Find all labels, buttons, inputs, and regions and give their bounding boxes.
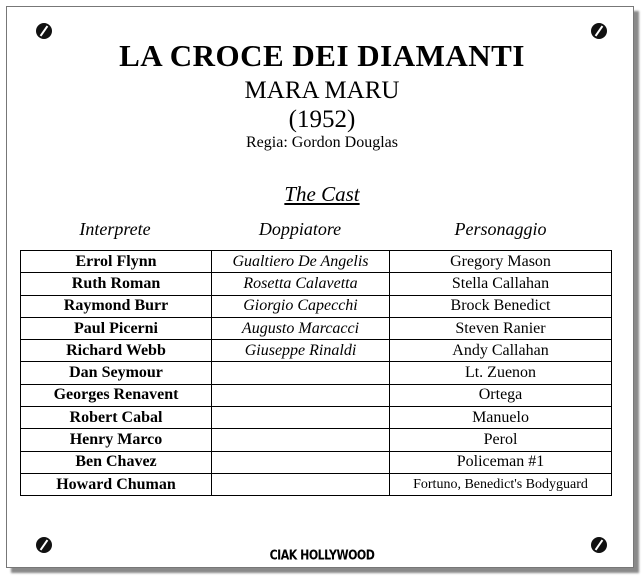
character-cell: Steven Ranier [390, 317, 612, 339]
table-row [21, 340, 612, 362]
dubber-cell: Rosetta Calavetta [212, 273, 390, 295]
actor-cell: Dan Seymour [21, 362, 212, 384]
character-cell: Brock Benedict [390, 295, 612, 317]
character-cell: Fortuno, Benedict's Bodyguard [390, 473, 612, 495]
actor-cell: Richard Webb [21, 340, 212, 362]
table-row [21, 473, 612, 495]
column-header-doppiatore: Doppiatore [258, 219, 342, 239]
column-header-personaggio: Personaggio [454, 219, 547, 239]
actor-cell: Ben Chavez [21, 451, 212, 473]
dubber-cell [212, 407, 390, 429]
screw-icon [36, 23, 52, 39]
dubber-cell [212, 473, 390, 495]
table-row [21, 295, 612, 317]
table-row [21, 451, 612, 473]
original-title: MARA MARU [244, 77, 400, 104]
character-cell: Policeman #1 [390, 451, 612, 473]
actor-cell: Paul Picerni [21, 317, 212, 339]
dubber-cell [212, 362, 390, 384]
screw-icon [591, 23, 607, 39]
table-row [21, 362, 612, 384]
character-cell: Perol [390, 429, 612, 451]
dubber-cell [212, 384, 390, 406]
character-cell: Manuelo [390, 407, 612, 429]
dubber-cell: Augusto Marcacci [212, 317, 390, 339]
character-cell: Andy Callahan [390, 340, 612, 362]
table-row [21, 317, 612, 339]
actor-cell: Henry Marco [21, 429, 212, 451]
actor-cell: Georges Renavent [21, 384, 212, 406]
director-credit: Regia: Gordon Douglas [246, 134, 398, 151]
release-year: (1952) [288, 106, 356, 133]
actor-cell: Ruth Roman [21, 273, 212, 295]
character-cell: Lt. Zuenon [390, 362, 612, 384]
dubber-cell: Giuseppe Rinaldi [212, 340, 390, 362]
column-header-interprete: Interprete [79, 219, 151, 239]
character-cell: Ortega [390, 384, 612, 406]
actor-cell: Robert Cabal [21, 407, 212, 429]
actor-cell: Raymond Burr [21, 295, 212, 317]
actor-cell: Howard Chuman [21, 473, 212, 495]
dubber-cell [212, 429, 390, 451]
dubber-cell: Giorgio Capecchi [212, 295, 390, 317]
table-row [21, 407, 612, 429]
table-row [21, 384, 612, 406]
character-cell: Stella Callahan [390, 273, 612, 295]
actor-cell: Errol Flynn [21, 251, 212, 273]
page-title: LA CROCE DEI DIAMANTI [119, 38, 525, 73]
table-row [21, 429, 612, 451]
table-row [21, 273, 612, 295]
cast-table [20, 250, 612, 496]
dubber-cell: Gualtiero De Angelis [212, 251, 390, 273]
character-cell: Gregory Mason [390, 251, 612, 273]
ciak-hollywood-logo: CIAK HOLLYWOOD [269, 547, 375, 564]
table-row [21, 251, 612, 273]
dubber-cell [212, 451, 390, 473]
cast-heading: The Cast [284, 182, 360, 206]
